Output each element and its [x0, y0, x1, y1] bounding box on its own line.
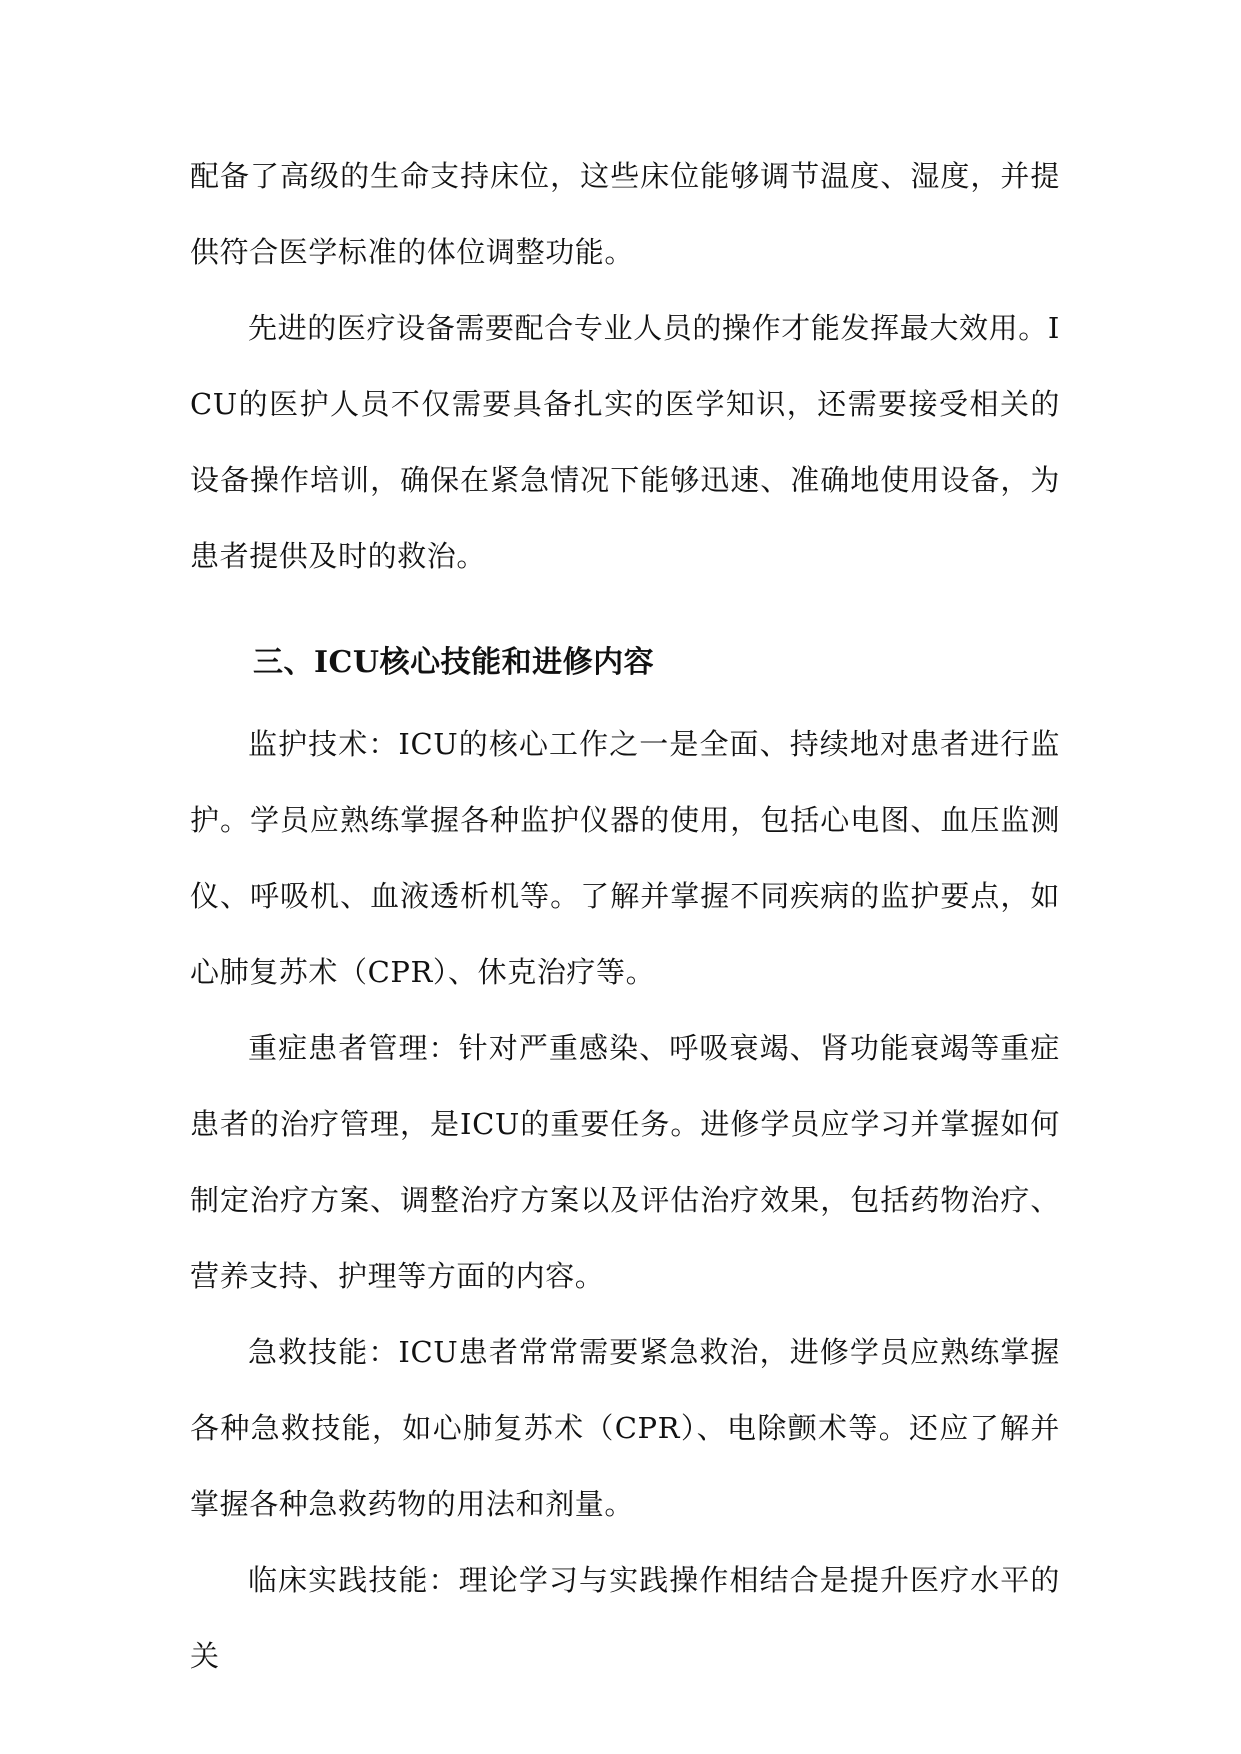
document-body	[190, 138, 1060, 1694]
paragraph-continuation: 配备了高级的生命支持床位，这些床位能够调节温度、湿度，并提供符合医学标准的体位调整功能。	[190, 159, 1060, 269]
paragraph-clinical-practice-skills: 临床实践技能：理论学习与实践操作相结合是提升医疗水平的关	[190, 1563, 1060, 1673]
paragraph-monitoring-technique: 监护技术：ICU的核心工作之一是全面、持续地对患者进行监护。学员应熟练掌握各种监护仪器的使用，包括心电图、血压监测仪、呼吸机、血液透析机等。了解并掌握不同疾病的监护要点，如心肺复苏术（CPR）、休克治疗等。	[190, 727, 1060, 989]
paragraph-critical-patient-management: 重症患者管理：针对严重感染、呼吸衰竭、肾功能衰竭等重症患者的治疗管理，是ICU的重要任务。进修学员应学习并掌握如何制定治疗方案、调整治疗方案以及评估治疗效果，包括药物治疗、营养支持、护理等方面的内容。	[190, 1031, 1060, 1293]
paragraph-equipment-operation: 先进的医疗设备需要配合专业人员的操作才能发挥最大效用。ICU的医护人员不仅需要具备扎实的医学知识，还需要接受相关的设备操作培训，确保在紧急情况下能够迅速、准确地使用设备，为患者提供及时的救治。	[190, 311, 1060, 573]
section-heading: 三、ICU核心技能和进修内容	[253, 645, 655, 680]
paragraph-emergency-skills: 急救技能：ICU患者常常需要紧急救治，进修学员应熟练掌握各种急救技能，如心肺复苏术（CPR）、电除颤术等。还应了解并掌握各种急救药物的用法和剂量。	[190, 1335, 1060, 1521]
